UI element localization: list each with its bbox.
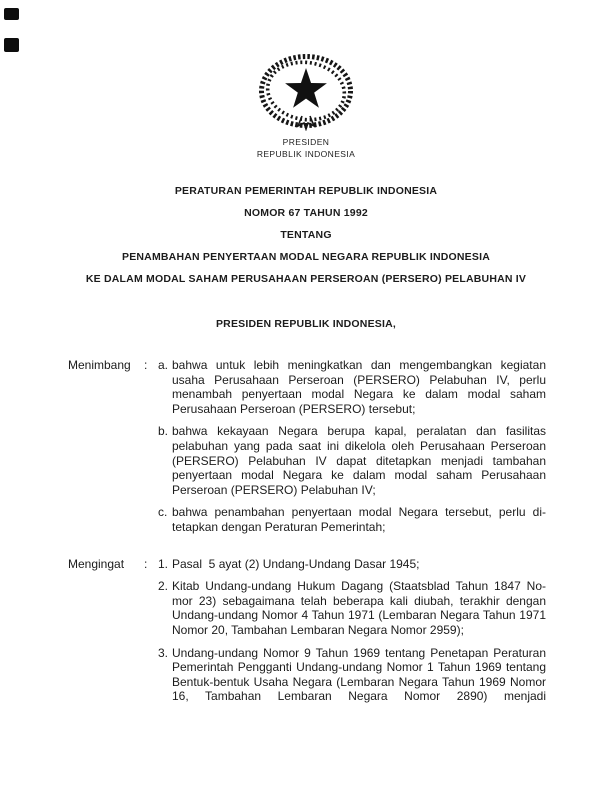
legal-basis-items bbox=[158, 557, 546, 704]
letterhead-org-line1: PRESIDEN bbox=[282, 137, 330, 147]
star-wreath-emblem-icon bbox=[258, 53, 354, 131]
consideration-item-b bbox=[158, 424, 546, 497]
scan-artifact bbox=[4, 8, 19, 20]
title-regulation-type: PERATURAN PEMERINTAH REPUBLIK INDONESIA bbox=[174, 185, 438, 197]
item-marker: b. bbox=[158, 424, 169, 439]
title-regulation-number: NOMOR 67 TAHUN 1992 bbox=[244, 207, 368, 219]
item-text: Pasal 5 ayat (2) Undang-Undang Dasar 1945; bbox=[172, 556, 420, 571]
title-subject-line2: KE DALAM MODAL SAHAM PERUSAHAAN PERSEROAN (PERSERO) PELABUHAN IV bbox=[85, 273, 527, 285]
item-text: Kitab Undang-undang Hukum Dagang (Staatsblad Tahun 1847 No-mor 23) sebagaimana telah beberapa kali diubah, terakhir dengan Undang-undang Nomor 4 Tahun 1971 (Lembaran Negara Tahun 1971 Nomor 20, Tambahan Lembaran Negara Nomor 2959); bbox=[172, 579, 546, 637]
item-text: bahwa penambahan penyertaan modal Negara tersebut, perlu di-tetapkan dengan Peraturan Pemerintah; bbox=[172, 505, 546, 534]
item-marker: c. bbox=[158, 505, 168, 520]
letterhead-org-line2: REPUBLIK INDONESIA bbox=[256, 149, 356, 159]
title-subject-line1: PENAMBAHAN PENYERTAAN MODAL NEGARA REPUBLIK INDONESIA bbox=[121, 251, 490, 263]
item-text: Undang-undang Nomor 9 Tahun 1969 tentang Penetapan Peraturan Pemerintah Pengganti Undang-undang Nomor 1 Tahun 1969 tentang Bentuk-bentuk Usaha Negara (Lembaran Negara Tahun 1969 Nomor 16, Tambahan Lembaran Negara Nomor 2890) menjadi bbox=[172, 645, 546, 704]
legal-basis-label: Mengingat bbox=[68, 556, 125, 571]
legal-basis-section bbox=[68, 557, 546, 704]
item-marker: 1. bbox=[158, 556, 169, 571]
title-tentang: TENTANG bbox=[280, 229, 332, 241]
legal-basis-item-2 bbox=[158, 579, 546, 637]
item-text: bahwa untuk lebih meningkatkan dan mengembangkan kegiatan usaha Perusahaan Perseroan (PERSERO) Pelabuhan IV, perlu menambah penyertaan modal Negara ke dalam modal saham Perusahaan Perseroan (PERSERO) tersebut; bbox=[172, 358, 546, 416]
clauses bbox=[68, 358, 546, 704]
legal-basis-item-3 bbox=[158, 646, 546, 704]
item-text: bahwa kekayaan Negara berupa kapal, peralatan dan fasilitas pelabuhan yang pada saat ini dikelola oleh Perusahaan Perseroan (PERSERO) Pelabuhan IV dapat ditetapkan menjadi tambahan penyertaan modal Negara ke dalam modal saham Perusahaan Perseroan (PERSERO) Pelabuhan IV; bbox=[172, 424, 546, 497]
considerations-section bbox=[68, 358, 546, 535]
document-title bbox=[30, 180, 582, 290]
scan-artifact bbox=[4, 38, 19, 52]
considerations-separator: : bbox=[144, 358, 148, 372]
legal-basis-separator: : bbox=[144, 556, 148, 571]
item-marker: 2. bbox=[158, 579, 169, 594]
legal-basis-item-1 bbox=[158, 557, 546, 572]
item-marker: 3. bbox=[158, 645, 169, 660]
consideration-item-c bbox=[158, 505, 546, 534]
consideration-item-a bbox=[158, 358, 546, 416]
considerations-label: Menimbang bbox=[68, 358, 131, 372]
opening-salutation: PRESIDEN REPUBLIK INDONESIA, bbox=[215, 318, 397, 330]
letterhead bbox=[0, 53, 612, 160]
item-marker: a. bbox=[158, 358, 169, 372]
considerations-items bbox=[158, 358, 546, 535]
